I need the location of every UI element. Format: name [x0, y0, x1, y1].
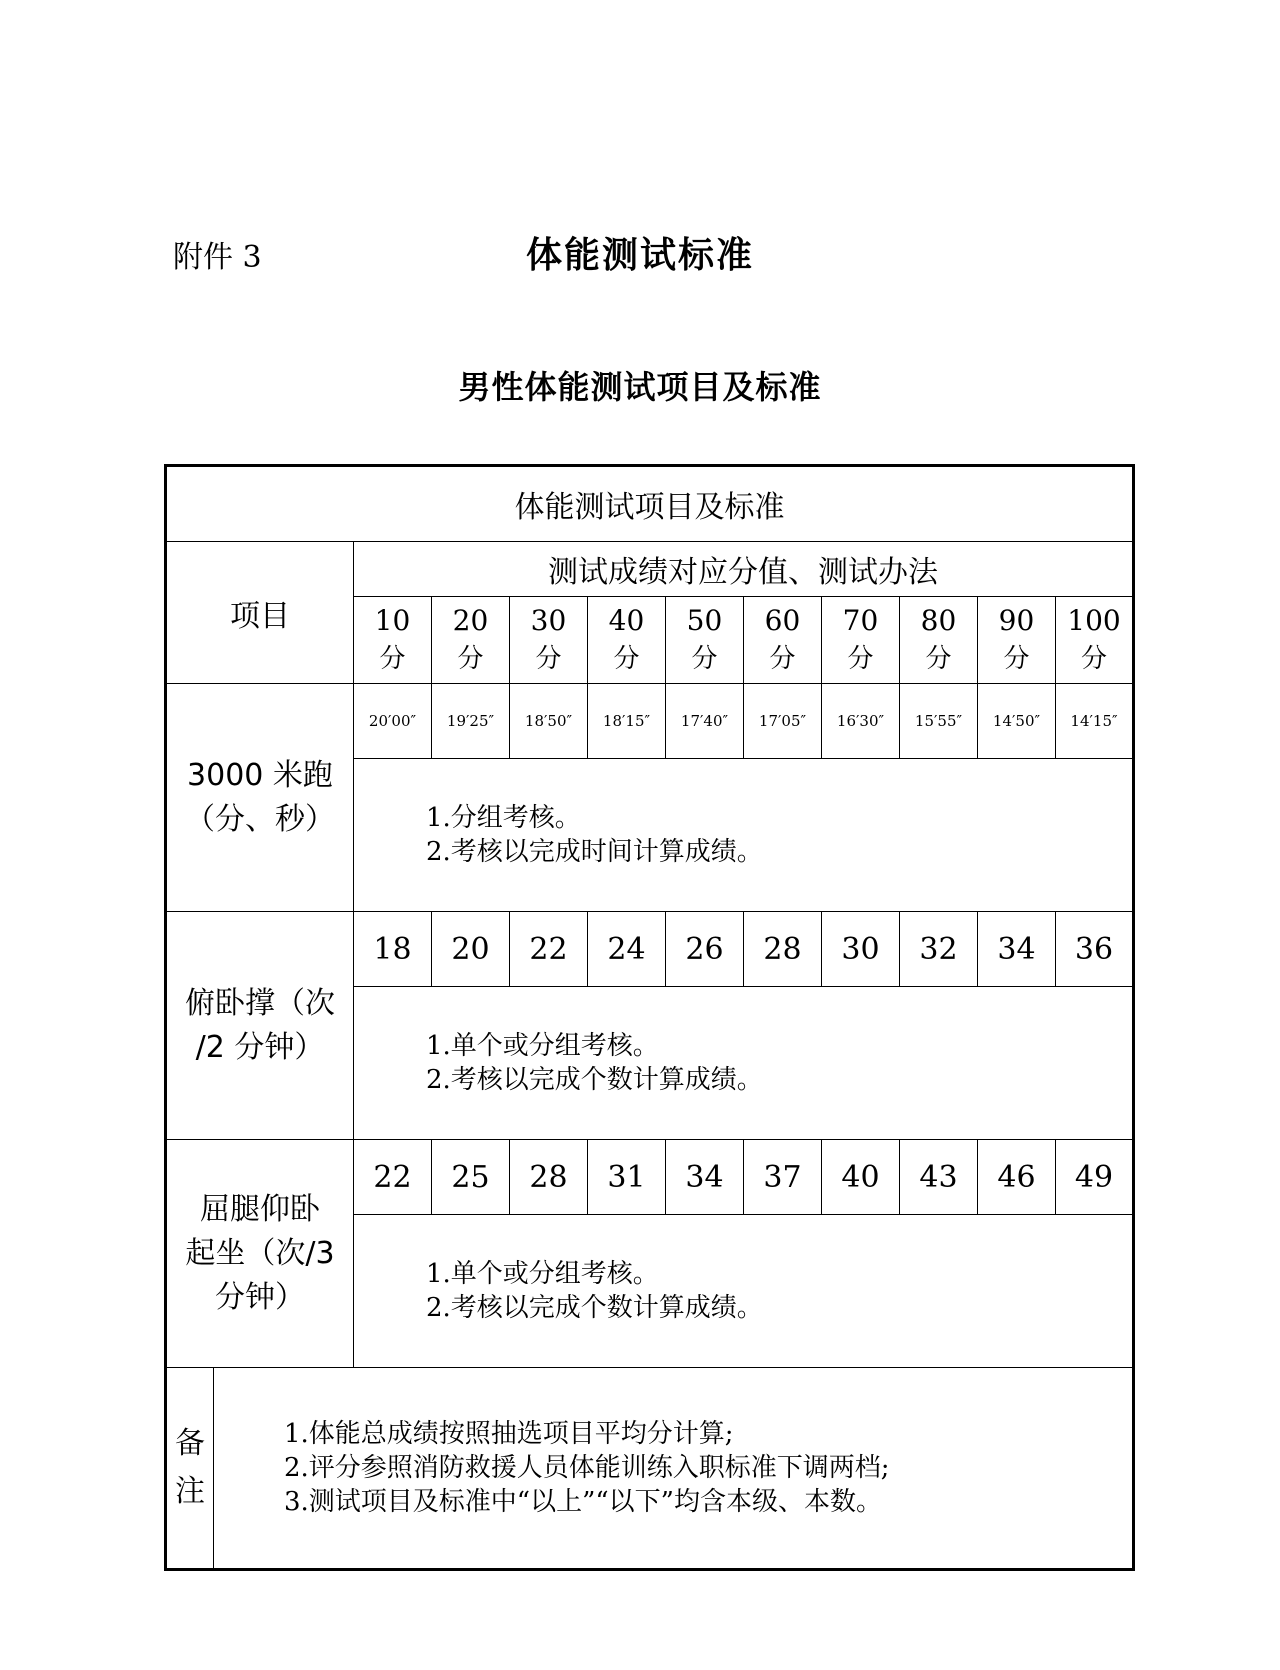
table-cell: 20′00″ — [354, 684, 432, 759]
situp-values-row — [166, 1140, 1134, 1215]
table-cell: 22 — [354, 1140, 432, 1215]
table-cell: 17′05″ — [744, 684, 822, 759]
table-cell: 18′50″ — [510, 684, 588, 759]
pushup-values-row — [166, 912, 1134, 987]
table-cell: 26 — [666, 912, 744, 987]
score-header: 40 分 — [588, 597, 666, 684]
table-cell: 25 — [432, 1140, 510, 1215]
table-cell: 17′40″ — [666, 684, 744, 759]
score-header: 80 分 — [900, 597, 978, 684]
table-cell: 28 — [510, 1140, 588, 1215]
table-cell: 40 — [822, 1140, 900, 1215]
table-caption: 体能测试项目及标准 — [166, 466, 1134, 542]
score-header: 50 分 — [666, 597, 744, 684]
test-method-pushup: 1.单个或分组考核。 2.考核以完成个数计算成绩。 — [354, 987, 1134, 1140]
test-method-run-3000m: 1.分组考核。 2.考核以完成时间计算成绩。 — [354, 759, 1134, 912]
attachment-label: 附件 3 — [173, 240, 262, 275]
table-cell: 18′15″ — [588, 684, 666, 759]
table-cell: 15′55″ — [900, 684, 978, 759]
table-cell: 19′25″ — [432, 684, 510, 759]
score-header: 10 分 — [354, 597, 432, 684]
table-cell: 16′30″ — [822, 684, 900, 759]
table-cell: 14′50″ — [978, 684, 1056, 759]
score-header: 20 分 — [432, 597, 510, 684]
table-cell: 36 — [1056, 912, 1134, 987]
table-cell: 24 — [588, 912, 666, 987]
table-cell: 32 — [900, 912, 978, 987]
table-cell: 34 — [978, 912, 1056, 987]
scoring-column-header: 测试成绩对应分值、测试办法 — [354, 542, 1134, 597]
score-header: 70 分 — [822, 597, 900, 684]
run-3000m-values-row — [166, 684, 1134, 759]
table-cell: 14′15″ — [1056, 684, 1134, 759]
item-name-situp: 屈腿仰卧 起坐（次/3 分钟） — [166, 1140, 354, 1368]
page-title: 体能测试标准 — [525, 234, 754, 276]
test-method-situp: 1.单个或分组考核。 2.考核以完成个数计算成绩。 — [354, 1215, 1134, 1368]
item-column-header: 项目 — [166, 542, 354, 684]
table-cell: 37 — [744, 1140, 822, 1215]
table-cell: 43 — [900, 1140, 978, 1215]
score-header: 90 分 — [978, 597, 1056, 684]
table-cell: 46 — [978, 1140, 1056, 1215]
score-header: 60 分 — [744, 597, 822, 684]
fitness-standards-table — [164, 464, 1135, 1571]
table-cell: 49 — [1056, 1140, 1134, 1215]
page-subtitle: 男性体能测试项目及标准 — [458, 368, 822, 406]
score-header: 100 分 — [1056, 597, 1134, 684]
score-header: 30 分 — [510, 597, 588, 684]
table-cell: 18 — [354, 912, 432, 987]
table-cell: 22 — [510, 912, 588, 987]
item-name-run-3000m: 3000 米跑 （分、秒） — [166, 684, 354, 912]
notes-label: 备 注 — [166, 1368, 214, 1570]
table-cell: 28 — [744, 912, 822, 987]
table-cell: 20 — [432, 912, 510, 987]
notes-content: 1.体能总成绩按照抽选项目平均分计算; 2.评分参照消防救援人员体能训练入职标准下调两档; 3.测试项目及标准中“以上”“以下”均含本级、本数。 — [214, 1368, 1134, 1570]
table-cell: 30 — [822, 912, 900, 987]
item-name-pushup: 俯卧撑（次 /2 分钟） — [166, 912, 354, 1140]
table-cell: 31 — [588, 1140, 666, 1215]
table-cell: 34 — [666, 1140, 744, 1215]
